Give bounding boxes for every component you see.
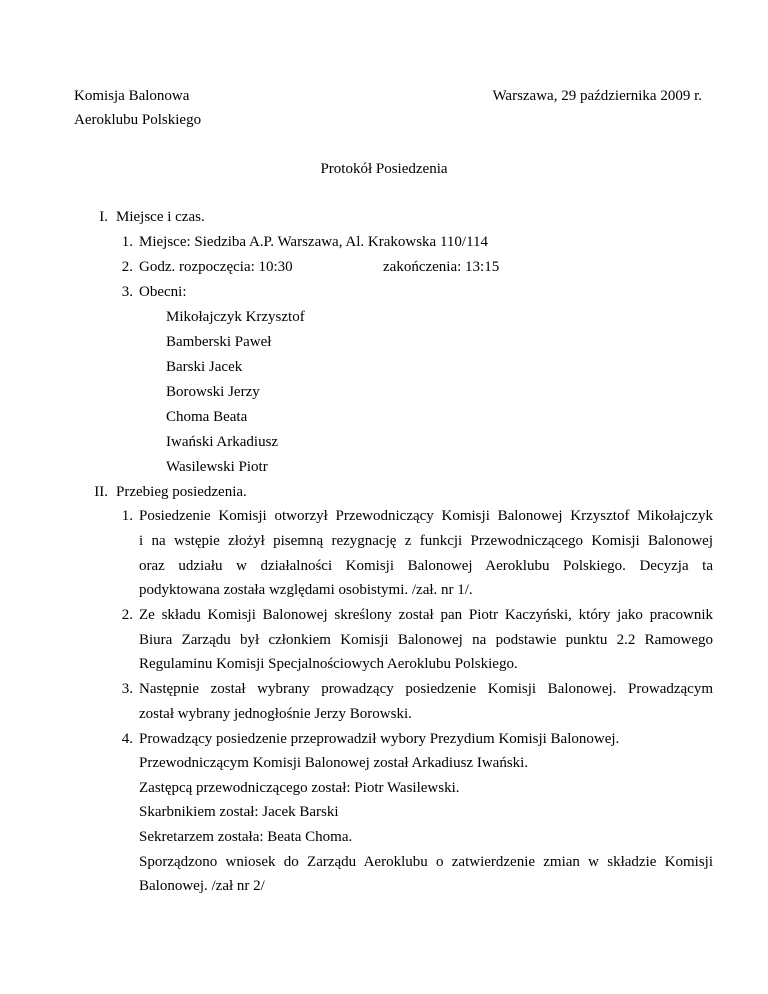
- org-name-line2: Aeroklubu Polskiego: [74, 112, 202, 128]
- s1-item2-number: 2.: [121, 259, 133, 275]
- s2-item2-number: 2.: [121, 607, 133, 623]
- s2-item1-line: i na wstępie złożył pisemną rezygnację z funkcji Przewodniczącego Komisji Balonowej: [139, 533, 713, 549]
- s2-item4-line: Sekretarzem została: Beata Choma.: [139, 829, 353, 845]
- section-1-heading: Miejsce i czas.: [116, 209, 205, 225]
- s2-item4-line: Sporządzono wniosek do Zarządu Aeroklubu o zatwierdzenie zmian w składzie Komisji: [139, 854, 713, 870]
- s2-item1-line: podyktowana została względami osobistymi. /zał. nr 1/.: [139, 582, 473, 598]
- attendee-name: Choma Beata: [166, 409, 248, 425]
- s2-item2-line: Regulaminu Komisji Specjalnościowych Aeroklubu Polskiego.: [139, 656, 518, 672]
- s1-item2-start-time: Godz. rozpoczęcia: 10:30: [139, 259, 293, 275]
- s2-item4-line: Skarbnikiem został: Jacek Barski: [139, 804, 339, 820]
- attendee-name: Wasilewski Piotr: [166, 459, 268, 475]
- s2-item2-line: Biura Zarządu był członkiem Komisji Balonowej na podstawie punktu 2.2 Ramowego: [139, 632, 713, 648]
- place-date: Warszawa, 29 października 2009 r.: [492, 88, 702, 104]
- s2-item4-line: Zastępcą przewodniczącego został: Piotr Wasilewski.: [139, 780, 460, 796]
- s2-item4-line: Prowadzący posiedzenie przeprowadził wybory Prezydium Komisji Balonowej.: [139, 731, 620, 747]
- s2-item3-number: 3.: [121, 681, 133, 697]
- org-name-line1: Komisja Balonowa: [74, 88, 190, 104]
- s2-item3-line: Następnie został wybrany prowadzący posiedzenie Komisji Balonowej. Prowadzącym: [139, 681, 713, 697]
- section-2-heading: Przebieg posiedzenia.: [116, 484, 247, 500]
- s1-item3-number: 3.: [121, 284, 133, 300]
- s1-item3-text: Obecni:: [139, 284, 187, 300]
- attendee-name: Borowski Jerzy: [166, 384, 260, 400]
- s2-item1-line: Posiedzenie Komisji otworzył Przewodniczący Komisji Balonowej Krzysztof Mikołajczyk: [139, 508, 713, 524]
- s2-item4-line: Balonowej. /zał nr 2/: [139, 878, 265, 894]
- s1-item1-text: Miejsce: Siedziba A.P. Warszawa, Al. Krakowska 110/114: [139, 234, 489, 250]
- section-1-numeral: I.: [99, 209, 108, 225]
- s2-item2-line: Ze składu Komisji Balonowej skreślony został pan Piotr Kaczyński, który jako pracownik: [139, 607, 713, 623]
- s2-item3-line: został wybrany jednogłośnie Jerzy Borowski.: [139, 706, 412, 722]
- section-2-numeral: II.: [94, 484, 108, 500]
- s2-item4-line: Przewodniczącym Komisji Balonowej został Arkadiusz Iwański.: [139, 755, 529, 771]
- attendee-name: Mikołajczyk Krzysztof: [166, 309, 305, 325]
- document-title: Protokół Posiedzenia: [320, 161, 448, 177]
- s1-item1-number: 1.: [121, 234, 133, 250]
- s2-item1-line: oraz udziału w działalności Komisji Balonowej Aeroklubu Polskiego. Decyzja ta: [139, 558, 713, 574]
- attendee-name: Bamberski Paweł: [166, 334, 272, 350]
- attendee-name: Barski Jacek: [166, 359, 243, 375]
- s2-item1-number: 1.: [121, 508, 133, 524]
- s2-item4-number: 4.: [121, 731, 133, 747]
- s1-item2-end-time: zakończenia: 13:15: [383, 259, 500, 275]
- attendee-name: Iwański Arkadiusz: [166, 434, 279, 450]
